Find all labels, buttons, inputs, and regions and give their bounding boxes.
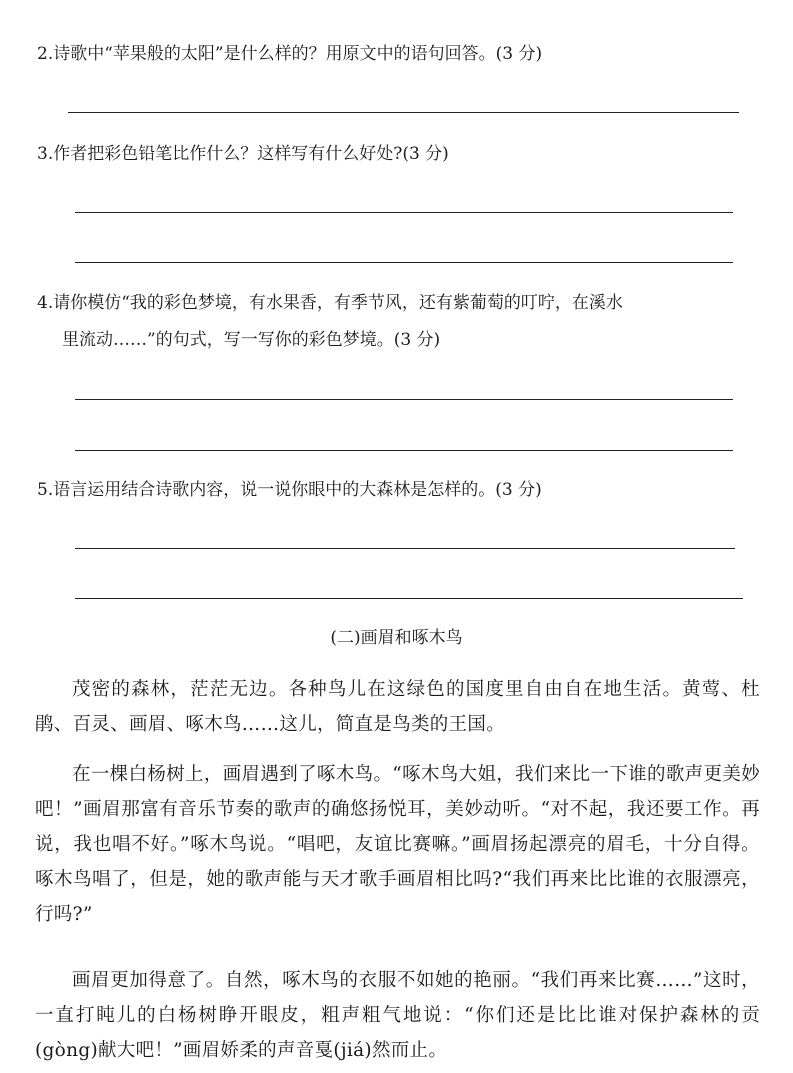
question-2: 2.诗歌中“苹果般的太阳”是什么样的？用原文中的语句回答。(3 分) xyxy=(37,44,543,64)
answer-line[interactable] xyxy=(75,212,733,213)
question-5: 5.语言运用结合诗歌内容，说一说你眼中的大森林是怎样的。(3 分) xyxy=(37,480,542,500)
answer-line[interactable] xyxy=(75,548,735,549)
passage-paragraph-1: 茂密的森林，茫茫无边。各种鸟儿在这绿色的国度里自由自在地生活。黄莺、杜鹃、百灵、画眉、啄木鸟……这儿，简直是鸟类的王国。 xyxy=(35,679,760,735)
section-title: (二)画眉和啄木鸟 xyxy=(330,628,463,648)
answer-line[interactable] xyxy=(75,262,733,263)
question-4-continuation: 里流动……”的句式，写一写你的彩色梦境。(3 分) xyxy=(62,330,441,350)
question-3: 3.作者把彩色铅笔比作什么？这样写有什么好处?(3 分) xyxy=(37,144,449,164)
question-4: 4.请你模仿“我的彩色梦境，有水果香，有季节风，还有紫葡萄的叮咛，在溪水 xyxy=(37,293,623,313)
answer-line[interactable] xyxy=(75,450,733,451)
answer-line[interactable] xyxy=(75,598,743,599)
answer-line[interactable] xyxy=(75,399,733,400)
passage-paragraph-3: 画眉更加得意了。自然，啄木鸟的衣服不如她的艳丽。“我们再来比赛……”这时，一直打盹儿的白杨树睁开眼皮，粗声粗气地说：“你们还是比比谁对保护森林的贡(gòng)献大吧！”画眉娇柔的声音戛(jiá)然而止。 xyxy=(35,970,760,1061)
answer-line[interactable] xyxy=(68,112,739,113)
passage-paragraph-2: 在一棵白杨树上，画眉遇到了啄木鸟。“啄木鸟大姐，我们来比一下谁的歌声更美妙吧！”画眉那富有音乐节奏的歌声的确悠扬悦耳，美妙动听。“对不起，我还要工作。再说，我也唱不好。”啄木鸟说。“唱吧，友谊比赛嘛。”画眉扬起漂亮的眉毛，十分自得。啄木鸟唱了，但是，她的歌声能与天才歌手画眉相比吗?“我们再来比比谁的衣服漂亮，行吗?” xyxy=(35,764,760,925)
